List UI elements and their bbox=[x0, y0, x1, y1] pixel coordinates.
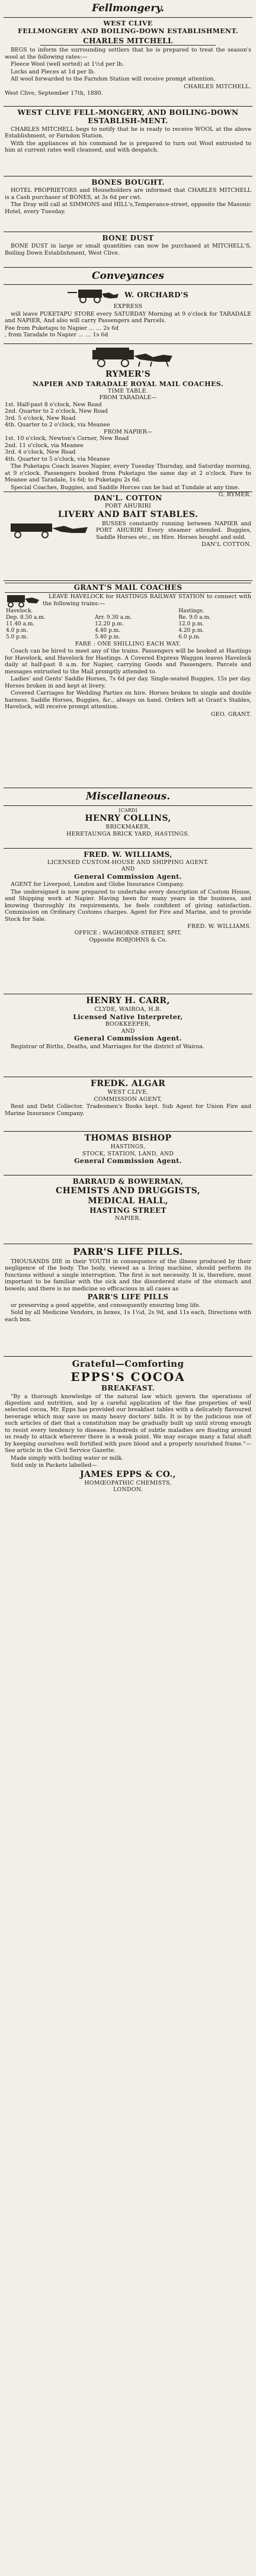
section-heading-miscellaneous: Miscellaneous. bbox=[4, 788, 252, 806]
table-row: Dep. 8.50 a.m. Arr. 9.30 a.m. Re. 9.0 a.m. bbox=[6, 615, 211, 621]
ad-subheading: MEDICAL HALL, bbox=[88, 1196, 168, 1206]
ad-conjunction: AND bbox=[121, 1027, 135, 1035]
ad-trade: Licensed Native Interpreter, bbox=[73, 1013, 183, 1021]
time-table-row: 2nd. 11 o'clock, via Meanee bbox=[5, 442, 84, 449]
ad-text: Coach can be hired to meet any of the trains. Passengers will be booked at Hastings for Havelock, and Havelock for Hastings. A Covered Express Waggon leaves Havelock daily at half-past 8 a.m. for Napier, carrying Goods and Passengers. Parcels and messages entrusted to the Mail promptly attended to. bbox=[5, 648, 251, 675]
ad-text: BEGS to inform the surrounding settlers that he is prepared to treat the season's wool at the following rates:— bbox=[5, 47, 251, 60]
time-table-row: 2nd. Quarter to 2 o'clock, New Road bbox=[5, 408, 108, 415]
ad-street: HASTING STREET bbox=[89, 1206, 167, 1215]
section-heading-fellmongery: Fellmongery. bbox=[4, 0, 252, 18]
ad-text: The undersigned is now prepared to undertake every description of Custom House, and Shipping work at Napier. Having been for many years in the business, and knowing thoroughly its requirements, he feels confident of giving satisfaction. Commission on Ordinary Customs charges. Agent for Fire and Marine, and to provide Stock for Sale. bbox=[5, 888, 251, 923]
ad-epps-cocoa bbox=[4, 1357, 252, 1546]
ad-maker-trade: HOMŒOPATHIC CHEMISTS, bbox=[84, 1479, 172, 1486]
table-row: 11.40 a.m. 12.20 p.m. 12.0 p.m. bbox=[6, 621, 204, 628]
ad-text: HOTEL PROPRIETORS and Householders are informed that CHARLES MITCHELL is a Cash purchaser of BONES, at 3s 6d per cwt. bbox=[5, 187, 251, 201]
train-time-table bbox=[5, 608, 251, 641]
ad-title: BONES BOUGHT. bbox=[91, 178, 165, 187]
ad-title: WEST CLIVE bbox=[103, 19, 153, 27]
time-table-row: 3rd. 5 o'clock, New Road bbox=[5, 415, 76, 422]
ad-text: Ladies' and Gents' Saddle Horses, 7s 6d per day. Single-seated Buggies, 15s per day. Horses broken in and kept at livery. bbox=[5, 676, 251, 689]
ad-bones-bought bbox=[4, 176, 252, 232]
ad-title: W. ORCHARD'S bbox=[124, 291, 189, 300]
ad-fare: FARE : ONE SHILLING EACH WAY. bbox=[75, 640, 181, 647]
ad-text: Special Coaches, Buggies, and Saddle Horces can be had at Tundale at any time. bbox=[11, 484, 240, 491]
ad-title: RYMER'S bbox=[105, 370, 151, 380]
ad-title: BONE DUST bbox=[102, 233, 154, 242]
table-header: Hastings. bbox=[178, 608, 204, 615]
ad-grant-coaches bbox=[4, 581, 252, 788]
table-header: Havelock. bbox=[6, 608, 33, 615]
ad-rymer-coaches bbox=[4, 344, 252, 498]
ad-trade: LICENSED CUSTOM-HOUSE AND SHIPPING AGENT. bbox=[47, 859, 209, 866]
ad-date: West Clive, September 17th, 1880. bbox=[5, 89, 103, 97]
ad-address: HERETAUNGA BRICK YARD, HASTINGS. bbox=[66, 830, 190, 837]
ad-heading: CHEMISTS AND DRUGGISTS, bbox=[56, 1186, 200, 1196]
ad-title: FELLMONGERY AND BOILING-DOWN ESTABLISHMENT. bbox=[18, 27, 238, 36]
ad-subtitle: EXPRESS bbox=[113, 303, 143, 310]
ad-address: CLYDE, WAIROA, H.B. bbox=[94, 1006, 162, 1013]
ad-title: THOMAS BISHOP bbox=[84, 1133, 172, 1144]
ad-office-note: Opposite ROBJOHNS & Co. bbox=[89, 936, 167, 943]
ad-bone-dust bbox=[4, 232, 252, 268]
ad-text: Sold by all Medicine Vendors, in boxes, 1s 1½d, 2s 9d, and 11s each, Directions with each box. bbox=[5, 1309, 251, 1323]
ad-trade: STOCK, STATION, LAND, AND bbox=[82, 1150, 174, 1157]
ad-title: FREDK. ALGAR bbox=[90, 1079, 166, 1089]
ad-fare: , from Taradale to Napier … … 1s 6d bbox=[5, 332, 108, 339]
ad-title: GRANT'S MAIL COACHES bbox=[5, 583, 251, 593]
ad-city: NAPIER. bbox=[115, 1215, 141, 1222]
ad-signature: DAN'L COTTON. bbox=[201, 541, 251, 548]
ad-owner: CHARLES MITCHELL bbox=[40, 37, 216, 46]
time-table-row: 1st. Half-past 8 o'clock, New Road bbox=[5, 401, 102, 408]
ad-signature: CHARLES MITCHELL. bbox=[184, 83, 251, 90]
ad-subtitle: PORT AHURIRI bbox=[104, 503, 152, 510]
ad-subtitle: NAPIER AND TARADALE ROYAL MAIL COACHES. bbox=[33, 380, 223, 388]
ad-trade: BOOKKEEPER, bbox=[105, 1021, 151, 1028]
ad-text: Sold only in Packets labelled— bbox=[11, 1462, 97, 1469]
ad-title: FRED. W. WILLIAMS, bbox=[84, 850, 172, 859]
ad-text: LEAVE HAVELOCK for HASTINGS RAILWAY STATION to connect with the following trains:— bbox=[43, 593, 251, 607]
ad-text: Covered Carriages for Wedding Parties on hire. Horses broken to single and double harness. Saddle Horses, Buggies, &c., always on hand. Orders left at Grant's Stables, Havelock, will receive prompt attention. bbox=[5, 690, 251, 711]
ad-text: THOUSANDS DIE in their YOUTH in consequence of the illness produced by their negligence of the body. The body, viewed as a living machine, should perform its functions without a single interruption. The first is not necessity. It is, therefore, most important to be familiar with the sick and the disordered state of the stomach and bowels; and there is no medicine so efficacious in all cases as bbox=[5, 1258, 251, 1292]
ad-text: or preserving a good appetite, and consequently ensuring long life. bbox=[11, 1302, 201, 1309]
ad-williams-customs bbox=[4, 849, 252, 994]
ad-title: HENRY COLLINS, bbox=[85, 813, 171, 823]
time-table-heading: TIME TABLE. bbox=[107, 387, 149, 394]
ad-conjunction: AND bbox=[121, 866, 135, 873]
ad-signature: FRED. W. WILLIAMS. bbox=[187, 923, 251, 930]
time-table-row: 4th. Quarter to 5 o'clock, via Meanee bbox=[5, 455, 110, 462]
ad-text: With the appliances at his command he is prepared to turn out Wool entrusted to him at current rates well cleansed, and with despatch. bbox=[5, 140, 251, 154]
ad-algar-agent bbox=[4, 1077, 252, 1132]
ad-text: "By a thorough knowledge of the natural law which govern the operations of digestion and nutrition, and by a careful application of the fine properties of well selected cocoa, Mr. Epps has provided our breakfast tables with a delicately flavoured beverage which may save us many heavy doctors' bills. It is by the judicious use of such articles of diet that a constitution may be gradually built up until strong enough to resist every tendency to disease. Hundreds of subtle maladies are floating around us ready to attack wherever there is a weak point. We may escape many a fatal shaft by keeping ourselves well fortified with pure blood and a properly nourished frame."—See article in the Civil Service Gazette. bbox=[5, 1393, 251, 1454]
ad-title: WEST CLIVE FELL-MONGERY, AND BOILING-DOWN ESTABLISH-MENT. bbox=[17, 108, 239, 126]
ad-text: CHARLES MITCHELL begs to notify that he is ready to receive WOOL at the above Establishment, or Farndon Station. bbox=[5, 126, 251, 140]
coach-illustration-icon bbox=[5, 593, 40, 608]
ad-heading: LIVERY AND BAIT STABLES. bbox=[57, 509, 199, 519]
section-heading-conveyances: Conveyances bbox=[4, 268, 252, 285]
ad-trade: BRICKMAKER, bbox=[105, 824, 151, 831]
ad-barraud-chemists bbox=[4, 1175, 252, 1244]
mail-coach-illustration-icon bbox=[22, 348, 234, 368]
ad-carr-interpreter bbox=[4, 994, 252, 1077]
ad-text: Locks and Pieces at 1d per lb. bbox=[11, 68, 95, 75]
ad-trade: COMMISSION AGENT, bbox=[94, 1096, 162, 1103]
table-row: 4.0 p.m. 4.40 p.m. 4.20 p.m. bbox=[6, 628, 204, 634]
ad-agency: General Commission Agent. bbox=[74, 1157, 182, 1165]
ad-address: HASTINGS, bbox=[110, 1144, 146, 1151]
ad-text: will leave PUKETAPU STORE every SATURDAY Morning at 9 o'clock for TARADALE and NAPIER, And also will carry Passengers and Parcels. bbox=[5, 310, 251, 325]
ad-parrs-life-pills bbox=[4, 1244, 252, 1357]
ad-office: OFFICE : WAGHORNE-STREET, SPIT. bbox=[74, 930, 182, 937]
ad-subtitle: BREAKFAST. bbox=[101, 1383, 155, 1392]
time-table-group: FROM TARADALE— bbox=[99, 394, 157, 402]
time-table-group: FROM NAPIER— bbox=[103, 428, 153, 435]
ad-agency: General Commission Agent. bbox=[74, 872, 182, 881]
ad-agency: General Commission Agent. bbox=[74, 1035, 182, 1043]
ad-title: DAN'L. COTTON bbox=[94, 494, 162, 503]
ad-fellmongery-mitchell bbox=[4, 18, 252, 107]
ad-card-label: [CARD] bbox=[119, 808, 137, 814]
ad-text: BUSSES constantly running between NAPIER and PORT AHURIRI Every steamer attended. Buggies, Saddle Horses etc., on Hire. Horses bought and sold. bbox=[96, 520, 251, 541]
ad-text: Registrar of Births, Deaths, and Marriages for the district of Wairoa. bbox=[11, 1043, 204, 1050]
ad-product-name: PARR'S LIFE PILLS bbox=[87, 1293, 169, 1302]
time-table-row: 3rd. 4 o'clock, New Road bbox=[5, 449, 76, 456]
bus-illustration-icon bbox=[5, 521, 94, 539]
ad-title: Grateful—Comforting bbox=[72, 1358, 184, 1370]
time-table-row: 4th. Quarter to 2 o'clock, via Meanee bbox=[5, 422, 110, 429]
time-table-row: 1st. 10 o'clock, Newton's Corner, New Road bbox=[5, 435, 129, 442]
ad-text: The Dray will call at SIMMONS and HILL's,Temperance-street, opposite the Masonic Hotel, every Tuesday. bbox=[5, 201, 251, 215]
ad-title: BARRAUD & BOWERMAN, bbox=[72, 1177, 184, 1186]
ad-text: AGENT for Liverpool, London and Globe Insurance Company. bbox=[11, 881, 184, 888]
ad-text: Rent and Debt Collector. Tradesmen's Books kept. Sub Agent for Union Fire and Marine Insurance Company. bbox=[5, 1103, 251, 1117]
ad-city: LONDON. bbox=[113, 1486, 143, 1493]
ad-text: Made simply with boiling water or milk. bbox=[11, 1454, 124, 1462]
ad-fare: Fee from Puketapu to Napier … … 2s 6d bbox=[5, 325, 119, 332]
ad-product-name: EPPS'S COCOA bbox=[71, 1369, 185, 1384]
ad-maker: JAMES EPPS & CO., bbox=[80, 1469, 176, 1479]
ad-orchard-express bbox=[4, 285, 252, 344]
ad-text: All wool forwarded to the Farndon Station will receive prompt attention. bbox=[11, 76, 216, 83]
ad-title: PARR'S LIFE PILLS. bbox=[73, 1246, 183, 1258]
ad-bishop-agent bbox=[4, 1132, 252, 1175]
ad-collins-brickmaker bbox=[4, 806, 252, 849]
ad-address: WEST CLIVE, bbox=[107, 1089, 149, 1096]
ad-text: BONE DUST in large or small quantities can now be purchased at MITCHELL'S, Boiling Down Establishment, West Clive. bbox=[5, 243, 251, 256]
coach-illustration-icon bbox=[68, 287, 121, 303]
ad-signature: GEO. GRANT. bbox=[210, 711, 251, 718]
ad-text: Fleece Wool (well sorted) at 1½d per lb. bbox=[11, 61, 124, 68]
ad-text: The Puketapu Coach leaves Napier, every Tuesday Thursday, and Saturday morning, at 9 o'clock. Passengers booked from Puketapu the same day at 2 o'clock. Fare to Meanee and Taradale, 1s 6d; to Puketapu 2s 6d. bbox=[5, 463, 251, 484]
ad-cotton-livery bbox=[4, 492, 252, 581]
ad-fellmongery-2 bbox=[4, 107, 252, 176]
table-row: 5.0 p.m. 5.40 p.m. 6.0 p.m. bbox=[6, 634, 201, 640]
ad-signature: G. RYMER. bbox=[218, 491, 251, 498]
ad-title: HENRY H. CARR, bbox=[86, 996, 170, 1006]
